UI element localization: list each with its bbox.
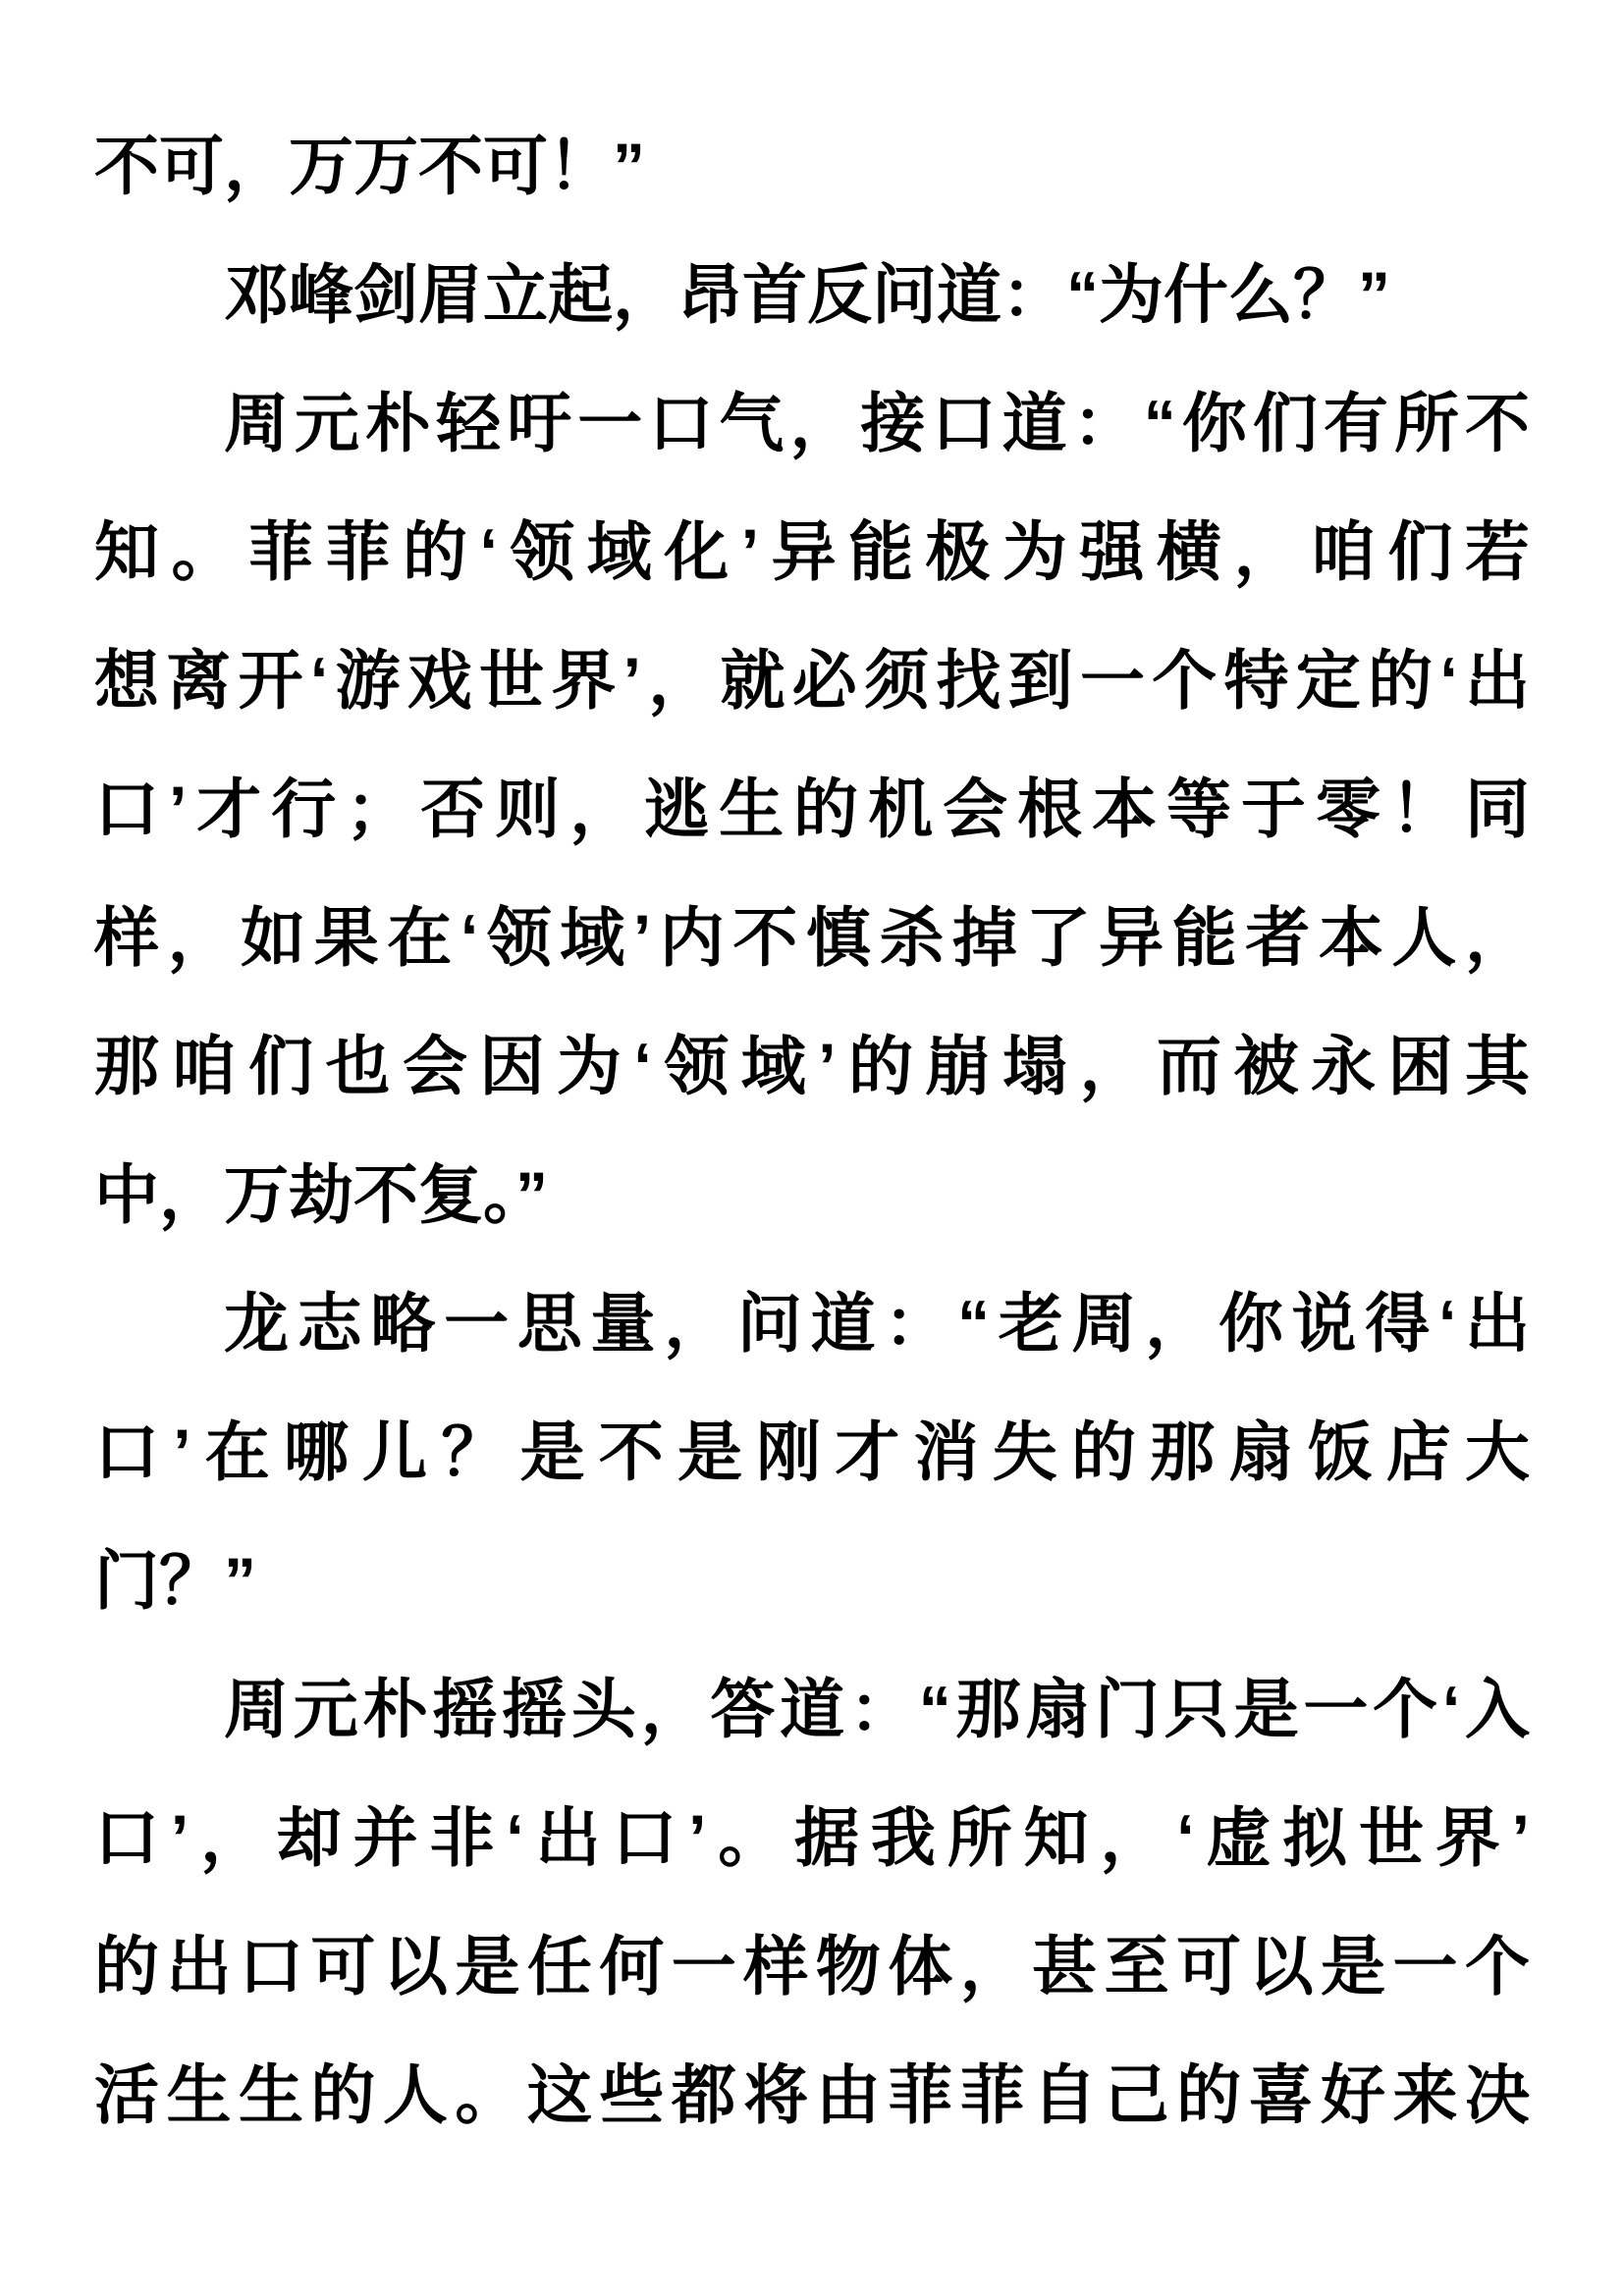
text-line: 邓峰剑眉立起，昂首反问道：“为什么？” — [224, 258, 1390, 331]
text-line: 周元朴摇摇头，答道：“那扇门只是一个‘入 — [224, 1673, 1530, 1745]
text-line: 口’，却并非‘出口’。据我所知，‘虚拟世界’ — [94, 1801, 1530, 1874]
text-line: 口’才行；否则，逃生的机会根本等于零！同 — [94, 773, 1530, 845]
text-line: 门？” — [94, 1544, 256, 1617]
text-line: 活生生的人。这些都将由菲菲自己的喜好来决 — [94, 2058, 1530, 2131]
text-line: 样，如果在‘领域’内不慎杀掉了异能者本人， — [94, 901, 1530, 974]
text-line: 那咱们也会因为‘领域’的崩塌，而被永困其 — [94, 1030, 1530, 1102]
text-line: 口’在哪儿？是不是刚才消失的那扇饭店大 — [94, 1415, 1530, 1488]
text-line: 的出口可以是任何一样物体，甚至可以是一个 — [94, 1930, 1530, 2002]
text-line: 中，万劫不复。” — [94, 1158, 548, 1231]
text-line: 知。菲菲的‘领域化’异能极为强横，咱们若 — [94, 515, 1530, 588]
text-line: 龙志略一思量，问道：“老周，你说得‘出 — [224, 1287, 1530, 1360]
text-line: 不可，万万不可！” — [94, 130, 645, 202]
text-line: 周元朴轻吁一口气，接口道：“你们有所不 — [224, 387, 1530, 459]
text-line: 想离开‘游戏世界’，就必须找到一个特定的‘出 — [94, 644, 1530, 717]
